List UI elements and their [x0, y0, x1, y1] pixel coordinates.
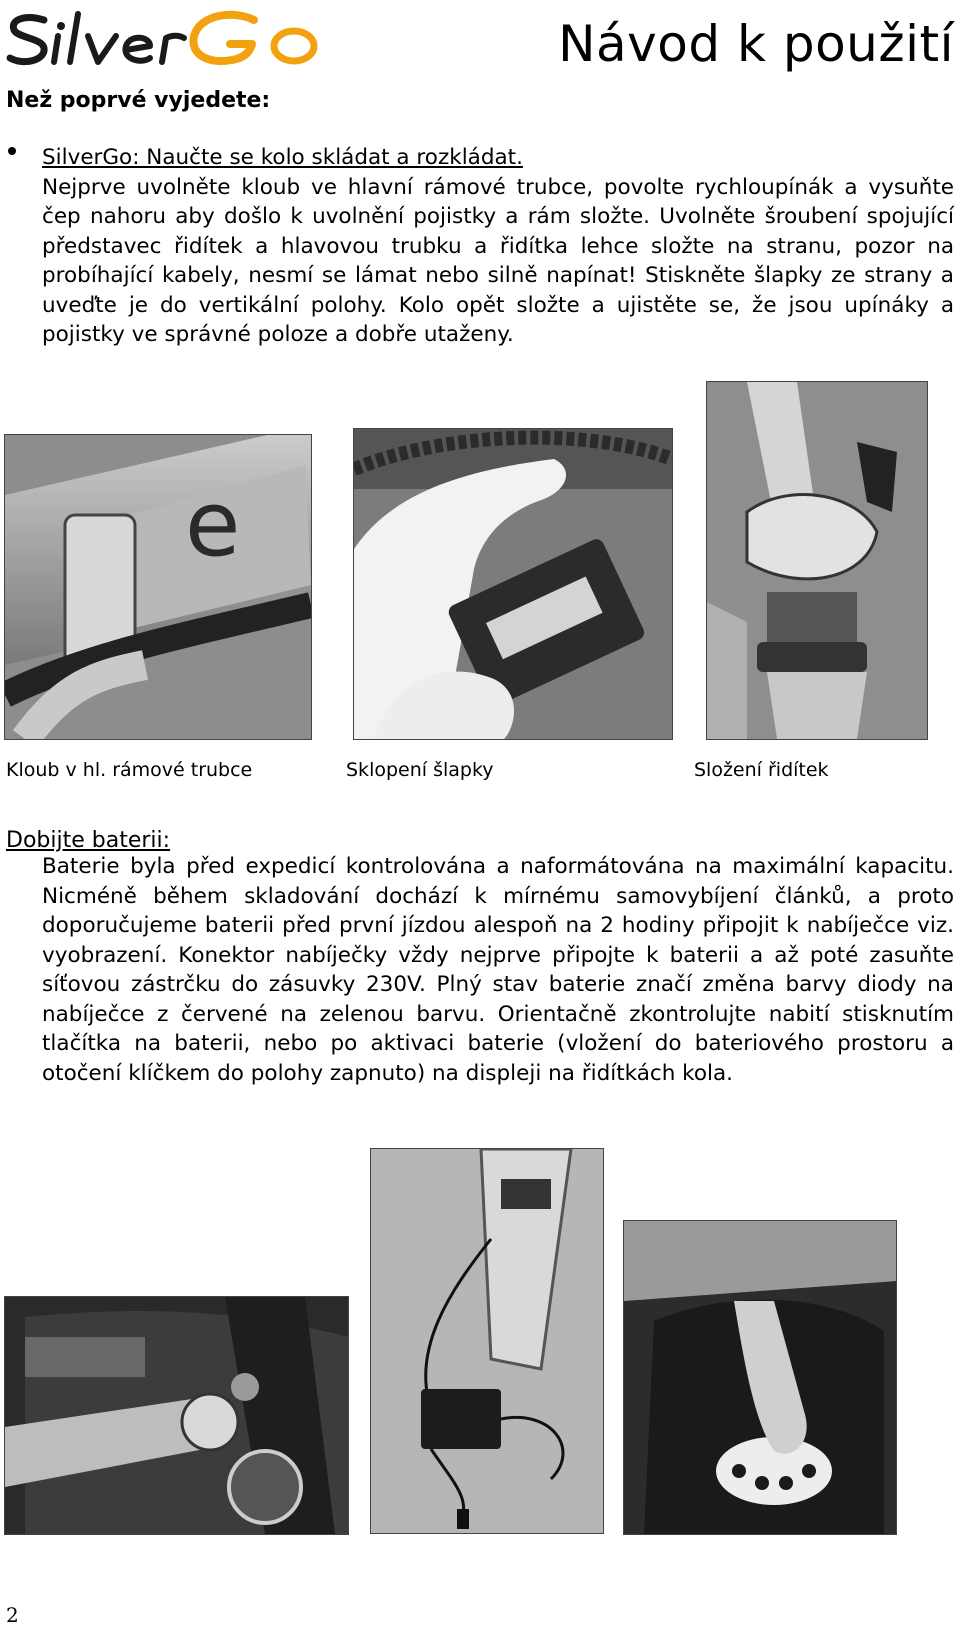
fold-instructions [42, 143, 954, 350]
silvergo-logo [4, 6, 334, 76]
page-number: 2 [6, 1603, 19, 1627]
photo-frame-charger [370, 1148, 604, 1534]
battery-heading: Dobijte baterii: [6, 828, 171, 853]
photo-frame-handlebar [706, 381, 928, 740]
battery-instructions: Baterie byla před expedicí kontrolována a naformátována na maximální kapacitu. Nicméně během skladování dochází k mírnému samovybíjení článků, a proto doporučujeme baterii před první jízdou alespoň na 2 hodiny připojit k nabíječce viz. vyobrazení. Konektor nabíječky vždy nejprve připojte k baterii a až poté zasuňte síťovou zástrčku do zásuvky 230V. Plný stav baterie značí změna barvy diody na nabíječce z červené na zelenou barvu. Orientačně zkontrolujte nabití stisknutím tlačítka na baterii, nebo po aktivaci baterie (vložení do bateriového prostoru a otočení klíčkem do polohy zapnuto) na displeji na řidítkách kola. [42, 854, 954, 1086]
bullet-icon [6, 144, 20, 158]
caption-pedal: Sklopení šlapky [346, 759, 494, 781]
caption-joint: Kloub v hl. rámové trubce [6, 759, 253, 781]
photo-frame-battery-button [623, 1220, 897, 1535]
intro-heading: Než poprvé vyjedete: [6, 88, 271, 113]
svg-text:e: e [185, 472, 241, 577]
document-title: Návod k použití [558, 15, 954, 73]
caption-handlebar: Složení řidítek [694, 759, 829, 781]
photo-frame-joint [4, 434, 312, 740]
fold-instructions-link[interactable]: SilverGo: Naučte se kolo skládat a rozkládat. [42, 145, 523, 170]
photo-frame-connector [4, 1296, 349, 1535]
fold-instructions-body: Nejprve uvolněte kloub ve hlavní rámové trubce, povolte rychloupínák a vysuňte čep nahoru aby došlo k uvolnění pojistky a rám složte. Uvolněte šroubení spojující představec řidítek a hlavovou trubku a řidítka lehce složte na stranu, pozor na probíhající kabely, nesmí se lámat nebo silně napínat! Stiskněte šlapky ze strany a uveďte je do vertikální polohy. Kolo opět složte a ujistěte se, že jsou upínáky a pojistky ve správné poloze a dobře utaženy. [42, 174, 954, 347]
photo-frame-pedal [353, 428, 673, 740]
